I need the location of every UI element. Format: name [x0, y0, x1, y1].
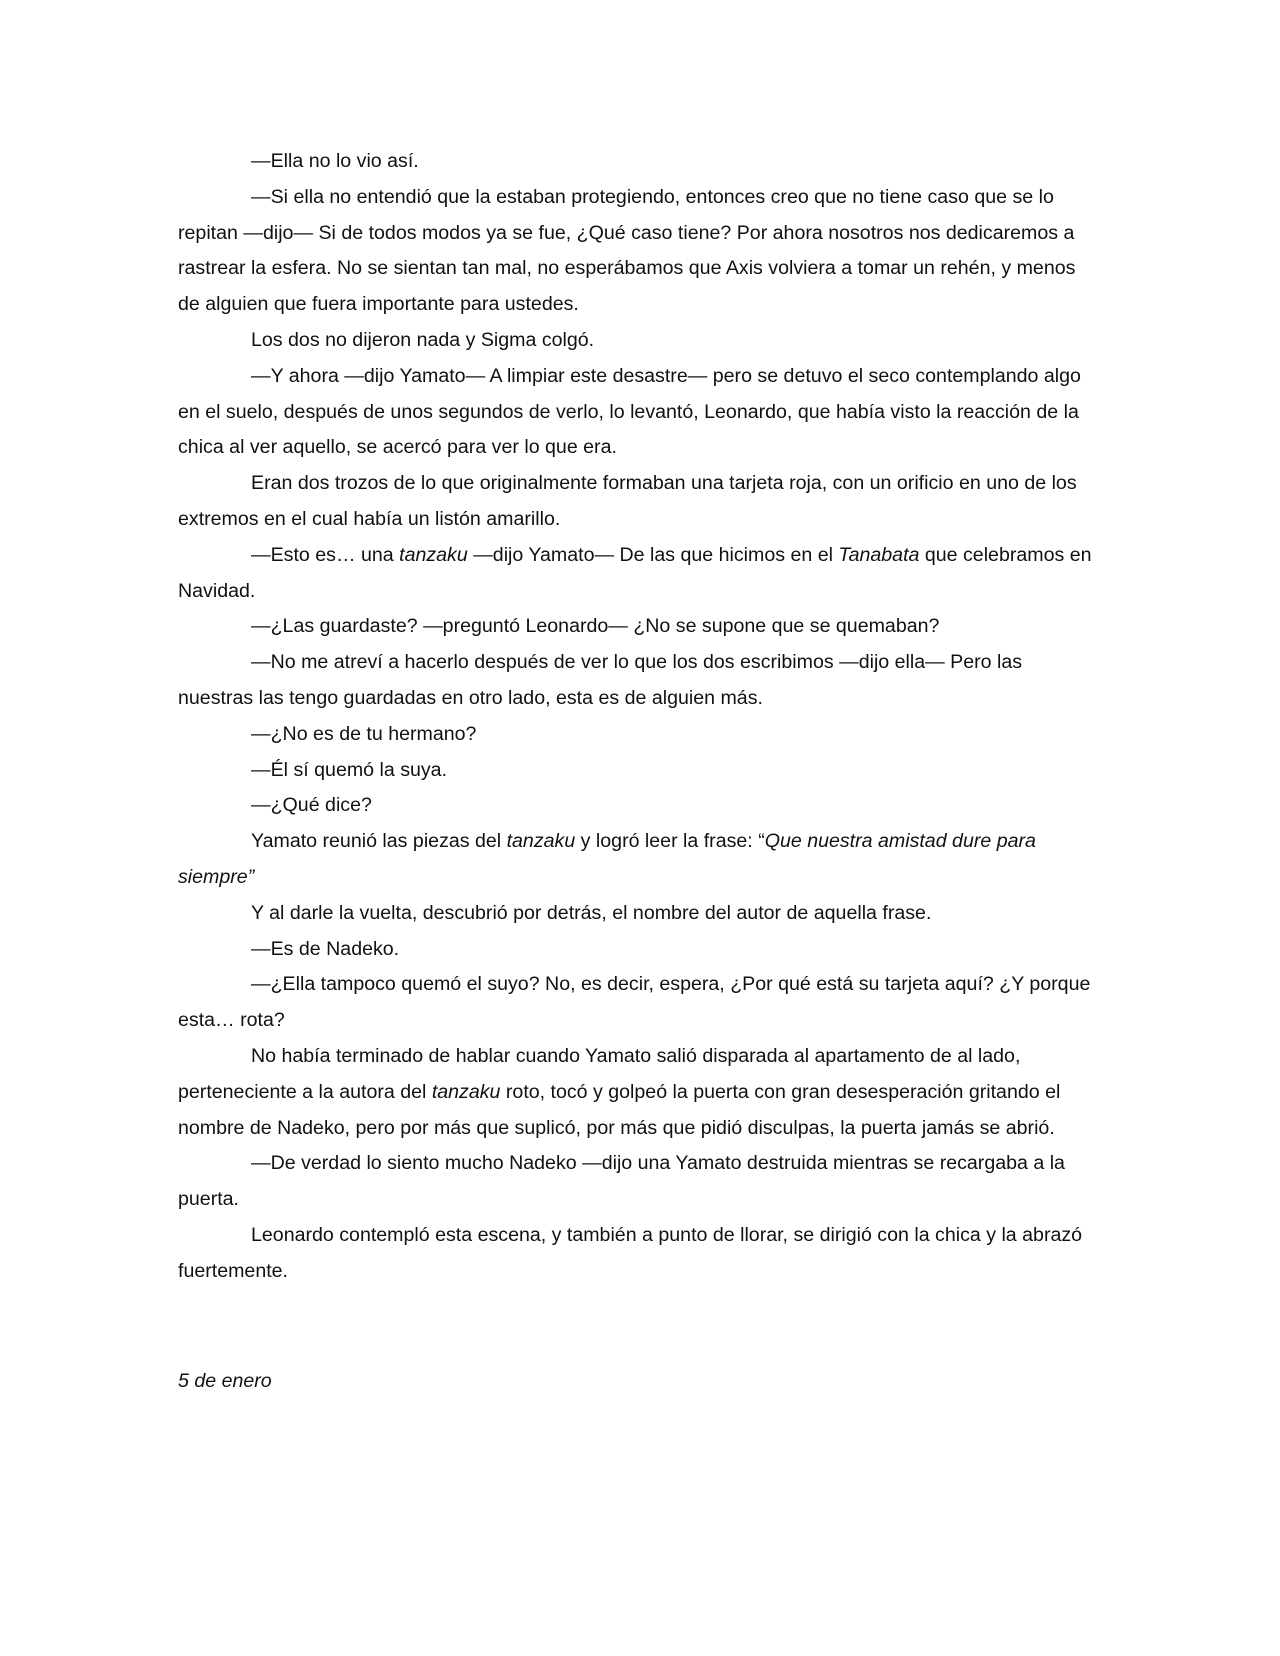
paragraph — [178, 717, 1102, 753]
paragraph — [178, 1218, 1102, 1290]
text-run: —Es de Nadeko. — [251, 937, 400, 960]
text-run: —¿Ella tampoco quemó el suyo? No, es decir, espera, ¿Por qué está su tarjeta aquí? ¿Y porque esta… rota? — [178, 973, 1091, 1032]
paragraph — [178, 180, 1102, 323]
text-run: y logró leer la frase: “ — [575, 830, 765, 853]
italic-text: Tanabata — [838, 543, 920, 566]
text-run: Eran dos trozos de lo que originalmente formaban una tarjeta roja, con un orificio en uno de los extremos en el cual había un listón amarillo. — [178, 472, 1077, 530]
text-run: roto, tocó y golpeó la puerta con gran desesperación gritando el nombre de Nadeko, pero por más que suplicó, por más que pidió disculpas, la puerta jamás se abrió. — [178, 1080, 1061, 1139]
text-run: —Y ahora —dijo Yamato— A limpiar este desastre— pero se detuvo el seco contemplando algo en el suelo, después de unos segundos de verlo, lo levantó, Leonardo, que había visto la reacción de la chica al ver aquello, se acercó para ver lo que era. — [178, 364, 1081, 459]
italic-text: tanzaku — [431, 1080, 501, 1103]
text-run: Y al darle la vuelta, descubrió por detrás, el nombre del autor de aquella frase. — [251, 901, 932, 924]
paragraph — [178, 896, 1102, 932]
text-run: —Él sí quemó la suya. — [251, 758, 448, 781]
paragraph — [178, 1146, 1102, 1218]
paragraph — [178, 538, 1102, 610]
text-run: —Esto es… una — [251, 543, 400, 566]
paragraph — [178, 323, 1102, 359]
paragraph — [178, 466, 1102, 538]
text-run: Leonardo contempló esta escena, y también a punto de llorar, se dirigió con la chica y la abrazó fuertemente. — [178, 1223, 1083, 1282]
text-run: Yamato reunió las piezas del — [251, 830, 507, 853]
text-run: —De verdad lo siento mucho Nadeko —dijo una Yamato destruida mientras se recargaba a la puerta. — [178, 1152, 1065, 1211]
text-run: —Ella no lo vio así. — [251, 150, 419, 172]
text-run: —dijo Yamato— De las que hicimos en el — [467, 543, 839, 566]
paragraph — [178, 967, 1102, 1039]
italic-text: tanzaku — [506, 830, 576, 853]
paragraph — [178, 824, 1102, 896]
body-text — [178, 144, 1102, 1290]
text-run: No había terminado de hablar cuando Yamato salió disparada al apartamento de al lado, perteneciente a la autora del — [178, 1044, 1021, 1103]
date-heading: 5 de enero — [178, 1370, 272, 1392]
italic-text: tanzaku — [399, 543, 468, 566]
text-run: —Si ella no entendió que la estaban protegiendo, entonces creo que no tiene caso que se lo repitan —dijo— Si de todos modos ya se fue, ¿Qué caso tiene? Por ahora nosotros nos dedicaremos a rastrear la esfera. No se sientan tan mal, no esperábamos que Axis volviera a tomar un rehén, y menos de alguien que fuera importante para ustedes. — [178, 185, 1076, 316]
text-run: —¿Las guardaste? —preguntó Leonardo— ¿No se supone que se quemaban? — [251, 615, 940, 638]
text-run: Los dos no dijeron nada y Sigma colgó. — [251, 328, 595, 351]
paragraph — [178, 932, 1102, 968]
text-run: —¿No es de tu hermano? — [251, 722, 477, 745]
italic-text: Que nuestra amistad dure para siempre” — [178, 830, 1036, 888]
paragraph — [178, 144, 1102, 180]
text-run: —No me atreví a hacerlo después de ver lo que los dos escribimos —dijo ella— Pero las nuestras las tengo guardadas en otro lado, esta es de alguien más. — [178, 651, 1023, 709]
paragraph — [178, 359, 1102, 466]
paragraph — [178, 753, 1102, 789]
text-run: que celebramos en Navidad. — [178, 543, 1092, 602]
paragraph — [178, 645, 1102, 717]
paragraph — [178, 609, 1102, 645]
paragraph — [178, 1039, 1102, 1146]
text-run: —¿Qué dice? — [251, 794, 372, 817]
paragraph — [178, 788, 1102, 824]
